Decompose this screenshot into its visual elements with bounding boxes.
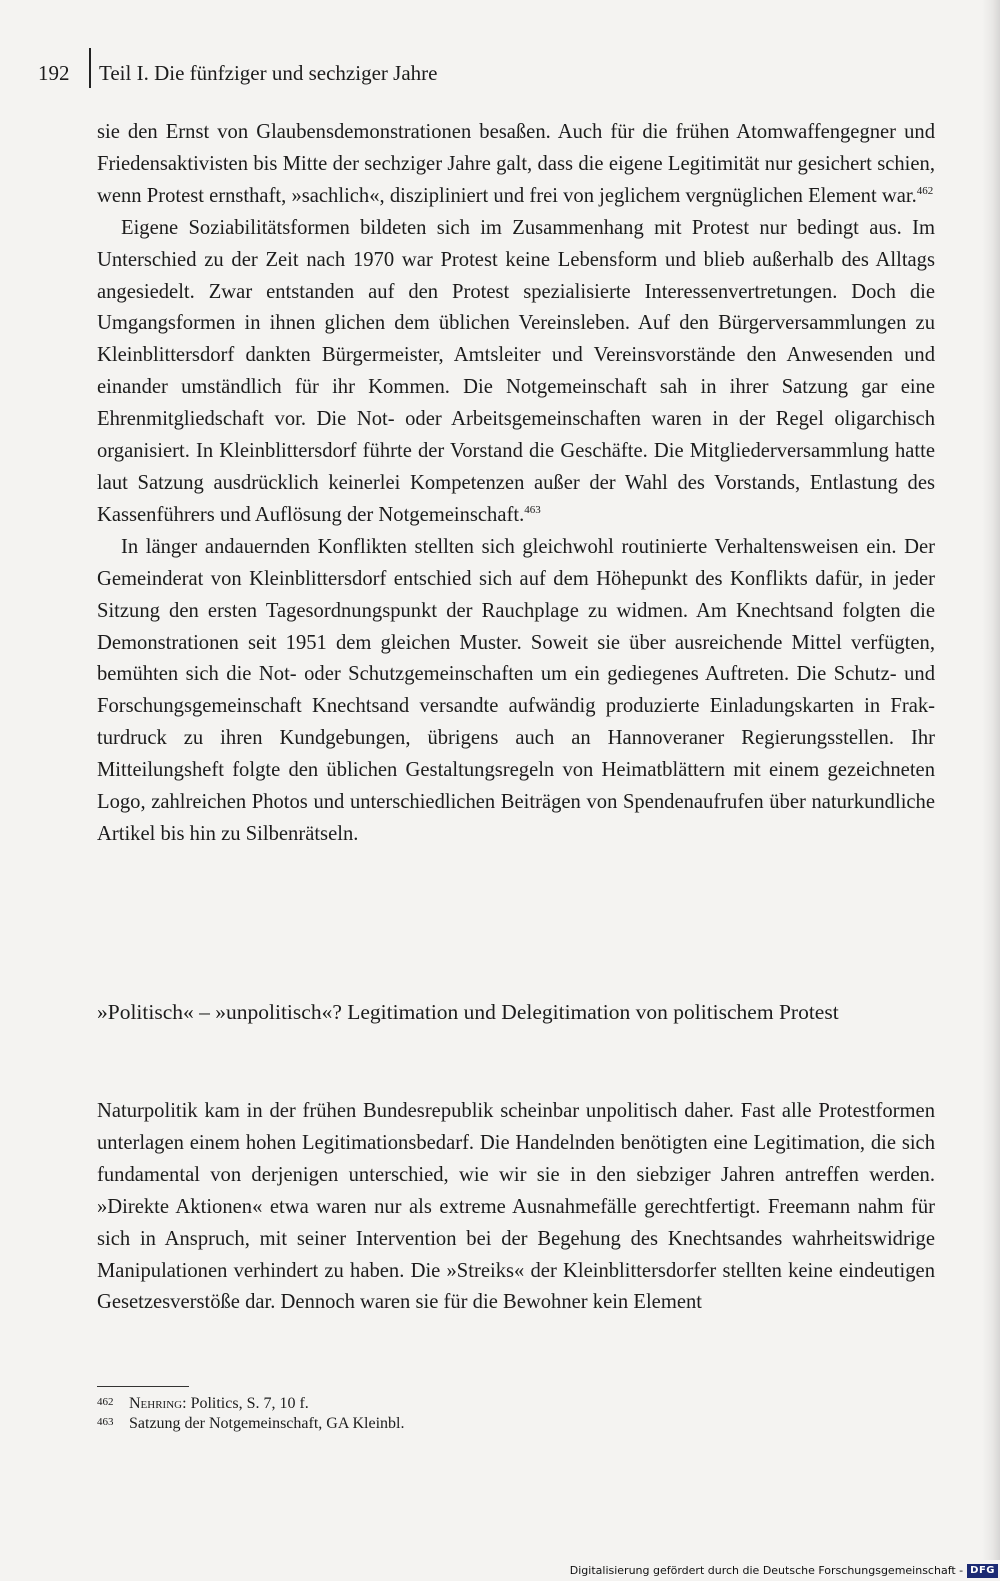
- footnote-ref: 463: [524, 504, 541, 517]
- section-1-text: [97, 117, 935, 851]
- page-edge-shadow: [982, 0, 1000, 1560]
- running-title: Teil I. Die fünfziger und sechziger Jahre: [99, 61, 438, 85]
- paragraph: Naturpolitik kam in der frühen Bundesrepublik scheinbar unpolitisch daher. Fast alle Protestformen unterlagen einem hohen Legitimationsbedarf. Die Handelnden benötigten eine Legitimation, die sich fundamental von derjenigen unterschied, wie wir sie in den siebziger Jahren antreffen werden. »Direkte Aktionen« etwa waren nur als extreme Ausnahmefälle gerechtfertigt. Freemann nahm für sich in Anspruch, mit seiner Intervention bei der Begehung des Knechtsandes wahrheitswidrige Manipulationen verhindert zu haben. Die »Streiks« der Kleinblittersdorfer stellten keine eindeutigen Gesetzesverstöße dar. Dennoch waren sie für die Bewohner kein Element: [97, 1100, 935, 1314]
- footnote-ref: 462: [916, 184, 934, 197]
- footnote: [97, 1394, 917, 1414]
- digitization-notice: [570, 1563, 998, 1579]
- digitization-text: Digitalisierung gefördert durch die Deutsche Forschungsgemeinschaft -: [569, 1564, 964, 1577]
- page-number: 192: [38, 61, 70, 85]
- section-heading: »Politisch« – »unpolitisch«? Legitimation und Delegitimation von politischem Protest: [97, 1000, 839, 1024]
- footnote-number: 463: [97, 1416, 114, 1428]
- paragraph: sie den Ernst von Glaubensdemonstrationen besaßen. Auch für die frühen Atomwaffengegner und Friedensaktivisten bis Mitte der sechziger Jahre galt, dass die eigene Legitimität nur gesichert schien, wenn Protest ernsthaft, »sachlich«, diszipliniert und frei von jeglichem vergnüglichen Element war.$^{462}$: [97, 121, 935, 207]
- footnote-number: 462: [97, 1396, 114, 1408]
- footnote: [97, 1414, 917, 1434]
- paragraph: In länger andauernden Konflikten stellten sich gleichwohl routinierte Verhaltensweisen ein. Der Gemeinderat von Kleinblittersdorf entschied sich auf dem Höhepunkt des Konflikts dafür, in jeder Sitzung den ersten Tagesordnungspunkt der Rauchplage zu widmen. Am Knechtsand folgten die Demonstrationen seit 1951 dem gleichen Muster. Soweit sie über ausreichende Mittel verfügten, bemühten sich die Not- oder Schutzgemeinschaften um ein gediegenes Auftreten. Die Schutz- und Forschungsgemeinschaft Knechtsand versandte aufwändig produzierte Einladungskarten in Frakturdruck zu ihren Kundgebungen, übrigens auch an Hannoveraner Regierungsstellen. Ihr Mitteilungsheft folgte den üblichen Gestaltungsregeln von Heimatblättern mit einem gezeichneten Logo, zahlreichen Photos und unterschiedlichen Beiträgen von Spendenaufrufen über naturkundliche Artikel bis hin zu Silbenrätseln.: [97, 535, 935, 845]
- footnotes: [97, 1394, 917, 1434]
- section-2-text: [97, 1096, 935, 1319]
- footnote-divider: [97, 1386, 189, 1387]
- footnote-author: Nehring:: [129, 1395, 187, 1412]
- page-header: [38, 58, 940, 88]
- dfg-logo: DFG: [967, 1564, 998, 1578]
- header-divider: [89, 48, 91, 88]
- footnote-text: Politics, S. 7, 10 f.: [186, 1395, 309, 1412]
- paragraph: Eigene Soziabilitätsformen bildeten sich im Zusammenhang mit Protest nur bedingt aus. Im Unterschied zu der Zeit nach 1970 war Protest keine Lebensform und blieb außerhalb des Alltags angesiedelt. Zwar entstanden auf den Protest spezialisierte Interessenvertretungen. Doch die Umgangsformen in ihnen glichen dem üblichen Vereinsleben. Auf den Bürgerversammlungen zu Kleinblittersdorf dankten Bürgermeister, Amtsleiter und Vereinsvorstände den Anwesenden und einander umständlich für ihr Kommen. Die Notgemeinschaft sah in ihrer Satzung gar eine Ehrenmitgliedschaft vor. Die Not- oder Arbeitsgemeinschaften waren in der Regel oligarchisch organisiert. In Kleinblittersdorf führte der Vorstand die Geschäfte. Die Mitgliederversammlung hatte laut Satzung ausdrücklich keinerlei Kompetenzen außer der Wahl des Vorstands, Entlastung des Kassenführers und Auflösung der Notgemeinschaft.$^{463}$: [97, 216, 935, 526]
- footnote-text: Satzung der Notgemeinschaft, GA Kleinbl.: [129, 1415, 405, 1432]
